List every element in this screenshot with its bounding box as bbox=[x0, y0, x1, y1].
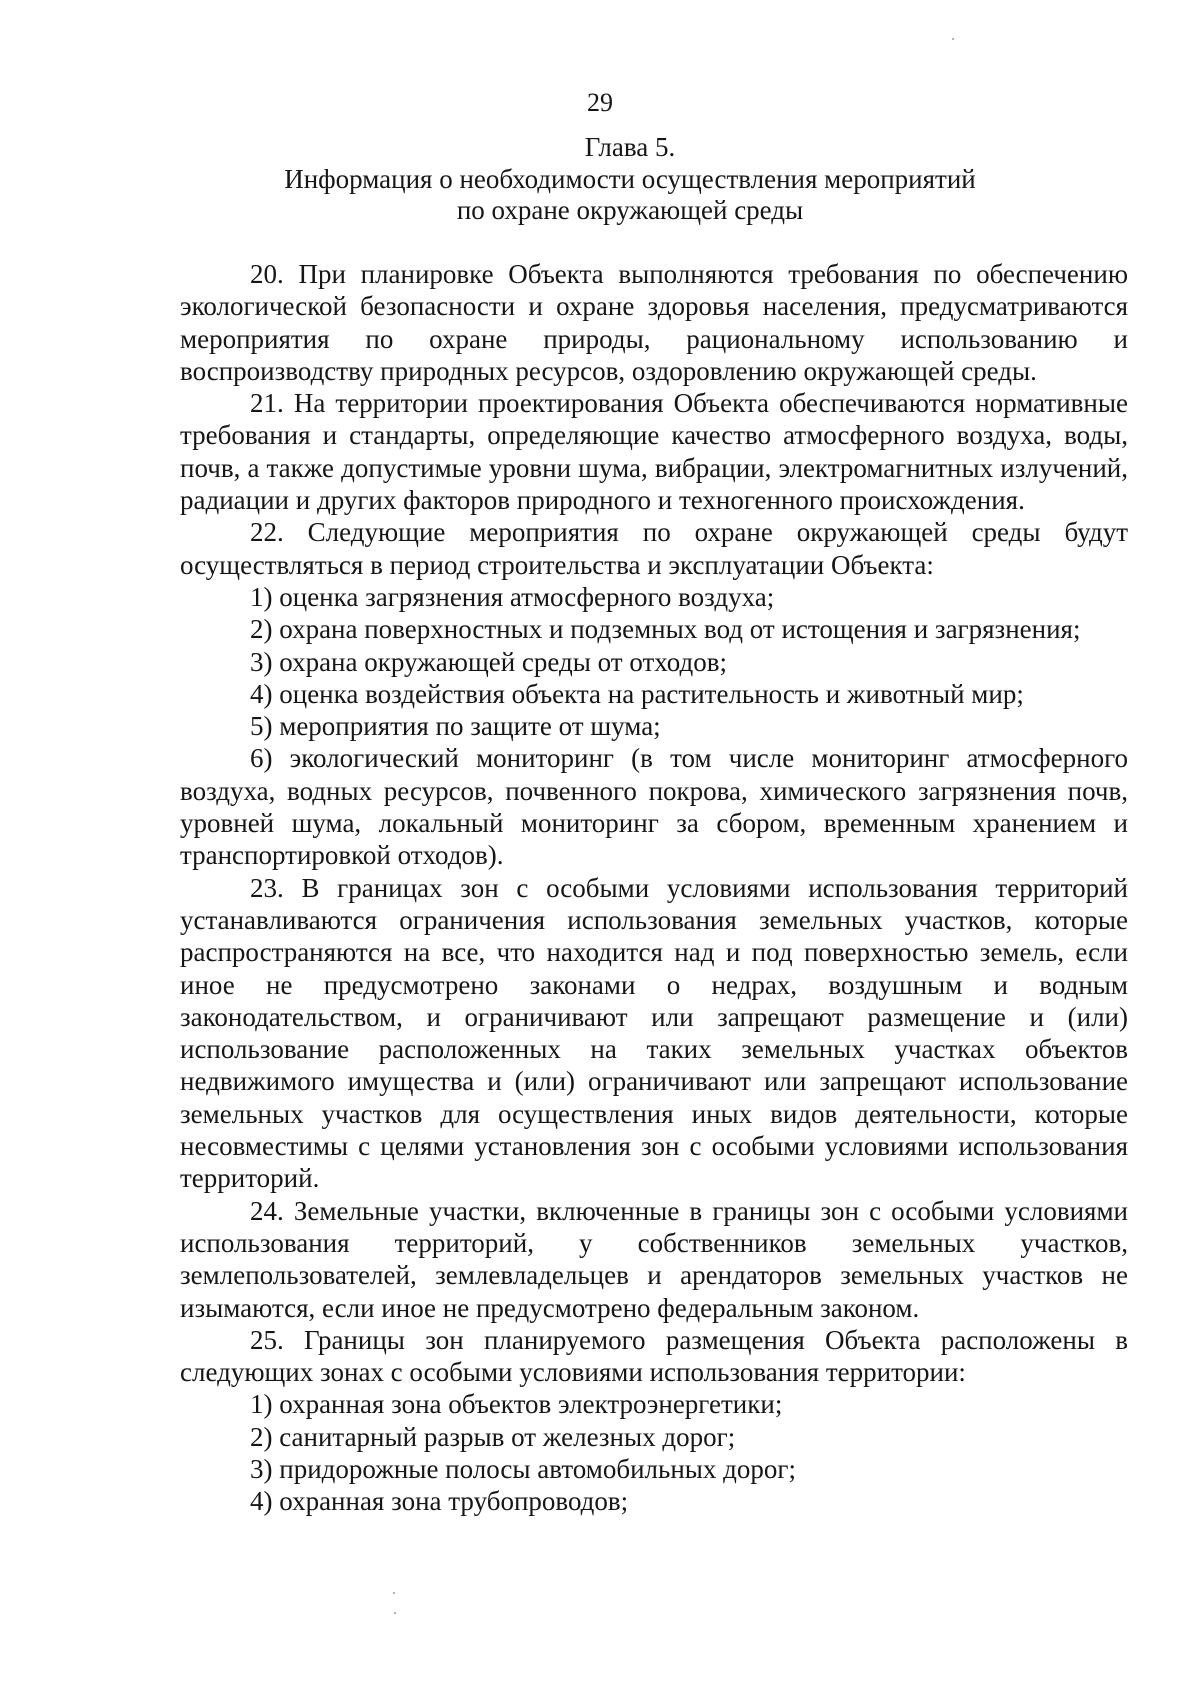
paragraph-23: 23. В границах зон с особыми условиями использования территорий устанавливаются ограничения использования земельных участков, которые распространяются на все, что находится над и под поверхностью земель, если иное не предусмотрено законами о недрах, воздушным и водным законодательством, и ограничивают или запрещают размещение и (или) использование расположенных на таких земельных участках объектов недвижимого имущества и (или) ограничивают или запрещают использование земельных участков для осуществления иных видов деятельности, которые несовместимы с целями установления зон с особыми условиями использования территорий. bbox=[180, 872, 1128, 1194]
list-item: 1) оценка загрязнения атмосферного воздуха; bbox=[250, 581, 775, 612]
page-number: 29 bbox=[587, 88, 613, 117]
paragraph-24: 24. Земельные участки, включенные в границы зон с особыми условиями использования территорий, у собственников земельных участков, землепользователей, землевладельцев и арендаторов земельных участков не изымаются, если иное не предусмотрено федеральным законом. bbox=[180, 1195, 1128, 1323]
list-item: 4) охранная зона трубопроводов; bbox=[250, 1486, 629, 1517]
list-item: 5) мероприятия по защите от шума; bbox=[250, 711, 661, 742]
paragraph-25: 25. Границы зон планируемого размещения Объекта расположены в следующих зонах с особыми условиями использования территории: bbox=[180, 1324, 1128, 1388]
chapter-title-line-1: Информация о необходимости осуществления мероприятий bbox=[284, 163, 976, 194]
paragraph-22: 22. Следующие мероприятия по охране окружающей среды будут осуществляться в период строительства и эксплуатации Объекта: bbox=[180, 517, 1128, 580]
list-item: 2) санитарный разрыв от железных дорог; bbox=[250, 1421, 736, 1452]
paragraph-20: 20. При планировке Объекта выполняются требования по обеспечению экологической безопасности и охране здоровья населения, предусматриваются мероприятия по охране природы, рациональному использованию и воспроизводству природных ресурсов, оздоровлению окружающей среды. bbox=[180, 259, 1128, 386]
scan-speck bbox=[394, 1612, 396, 1614]
document-body bbox=[180, 258, 1128, 1518]
scan-speck bbox=[393, 1592, 395, 1594]
list-item: 3) придорожные полосы автомобильных дорог; bbox=[250, 1453, 796, 1484]
list-item: 1) охранная зона объектов электроэнергетики; bbox=[250, 1389, 783, 1420]
list-item-6: 6) экологический мониторинг (в том числе мониторинг атмосферного воздуха, водных ресурсов, почвенного покрова, химического загрязнения почв, уровней шума, локальный мониторинг за сбором, временным хранением и транспортировкой отходов). bbox=[180, 743, 1128, 871]
list-item: 4) оценка воздействия объекта на растительность и животный мир; bbox=[250, 678, 1024, 709]
scan-speck bbox=[952, 38, 954, 40]
list-item: 2) охрана поверхностных и подземных вод от истощения и загрязнения; bbox=[250, 614, 1081, 645]
paragraph-21: 21. На территории проектирования Объекта обеспечиваются нормативные требования и стандарты, определяющие качество атмосферного воздуха, воды, почв, а также допустимые уровни шума, вибрации, электромагнитных излучений, радиации и других факторов природного и техногенного происхождения. bbox=[180, 388, 1128, 516]
list-item: 3) охрана окружающей среды от отходов; bbox=[250, 646, 727, 677]
chapter-title-line-2: по охране окружающей среды bbox=[456, 195, 804, 225]
chapter-label: Глава 5. bbox=[584, 132, 676, 162]
chapter-heading bbox=[180, 132, 1080, 227]
